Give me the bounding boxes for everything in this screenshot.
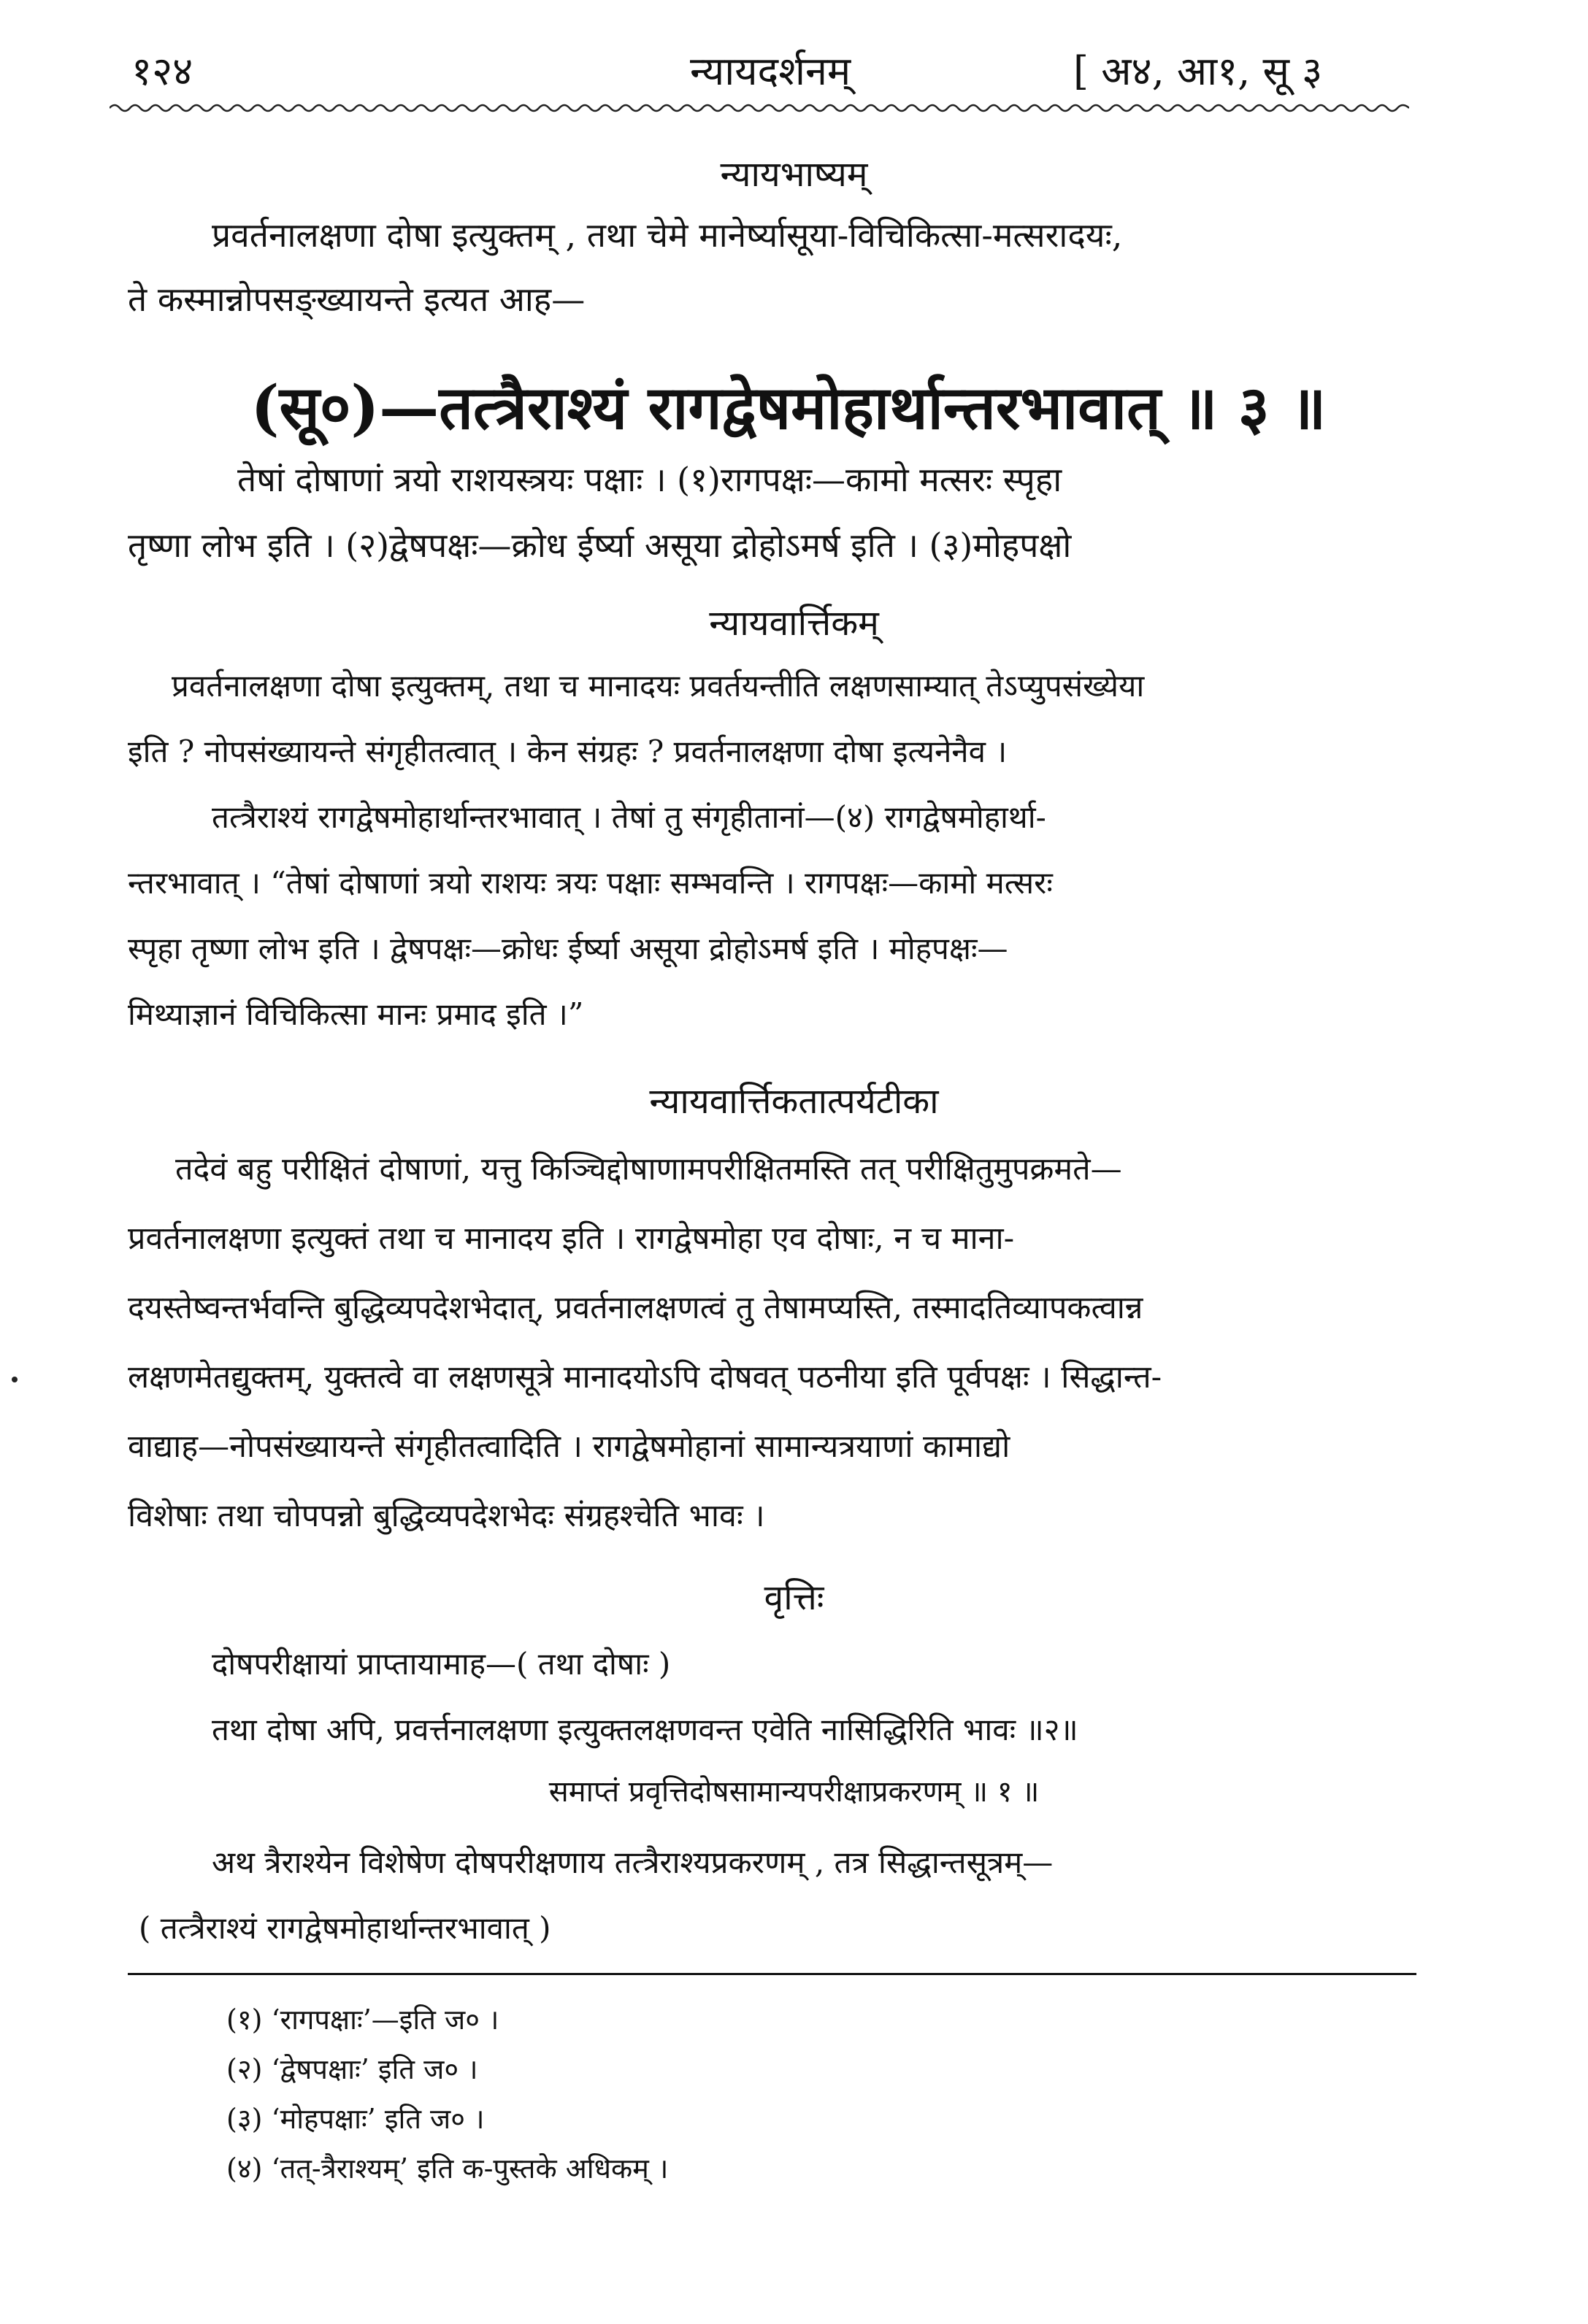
footnote: (३) ‘मोहपक्षाः’ इति ज० ।: [226, 2103, 485, 2135]
vartika-line: प्रवर्तनालक्षणा दोषा इत्युक्तम्, तथा च मानादयः प्रवर्तयन्तीति लक्षणसाम्यात् तेऽप्युपसंख्येया: [172, 668, 1145, 704]
bhashya-intro-line: प्रवर्तनालक्षणा दोषा इत्युक्तम् , तथा चेमे मानेर्ष्यासूया-विचिकित्सा-मत्सरादयः,: [212, 215, 1123, 255]
tika-line: प्रवर्तनालक्षणा इत्युक्तं तथा च मानादय इति । रागद्वेषमोहा एव दोषाः, न च माना-: [128, 1220, 1015, 1257]
vartika-line: तत्त्रैराश्यं रागद्वेषमोहार्थान्तरभावात् । तेषां तु संगृहीतानां—(४) रागद्वेषमोहार्था-: [212, 799, 1046, 835]
bhashya-intro-line: ते कस्मान्नोपसङ्ख्यायन्ते इत्यत आह—: [128, 280, 586, 319]
page-number: १२४: [131, 48, 193, 94]
vritti-line: तथा दोषा अपि, प्रवर्त्तनालक्षणा इत्युक्तलक्षणवन्त एवेति नासिद्धिरिति भावः ॥२॥: [212, 1712, 1078, 1747]
header-wavy-rule: [110, 101, 1409, 115]
footnote: (४) ‘तत्-त्रैराश्यम्’ इति क-पुस्तके अधिकम् ।: [226, 2152, 669, 2185]
vritti-colophon: समाप्तं प्रवृत्तिदोषसामान्यपरीक्षाप्रकरणम् ॥ १ ॥: [548, 1775, 1040, 1809]
bhashya-body-line: तेषां दोषाणां त्रयो राशयस्त्रयः पक्षाः । (१)रागपक्षः—कामो मत्सरः स्पृहा: [237, 460, 1062, 499]
tika-line: वाद्याह—नोपसंख्यायन्ते संगृहीतत्वादिति । रागद्वेषमोहानां सामान्यत्रयाणां कामाद्यो: [128, 1428, 1010, 1465]
vartika-line: स्पृहा तृष्णा लोभ इति । द्वेषपक्षः—क्रोधः ईर्ष्या असूया द्रोहोऽमर्ष इति । मोहपक्षः—: [128, 931, 1008, 966]
vartika-line: न्तरभावात् । “तेषां दोषाणां त्रयो राशयः त्रयः पक्षाः सम्भवन्ति । रागपक्षः—कामो मत्सरः: [128, 865, 1053, 901]
section-reference: [ अ४, आ१, सू ३: [1073, 48, 1323, 94]
vritti-line: ( तत्त्रैराश्यं रागद्वेषमोहार्थान्तरभावात् ): [139, 1910, 551, 1946]
tika-heading: न्यायवार्त्तिकतात्पर्यटीका: [649, 1081, 939, 1122]
footnote: (२) ‘द्वेषपक्षाः’ इति ज० ।: [226, 2053, 478, 2085]
vartika-line: इति ? नोपसंख्यायन्ते संगृहीतत्वात् । केन संग्रहः ? प्रवर्तनालक्षणा दोषा इत्यनेनैव ।: [128, 734, 1008, 769]
footnote-rule: [128, 1973, 1416, 1975]
running-title: न्यायदर्शनम्: [690, 48, 851, 94]
tika-line: दयस्तेष्वन्तर्भवन्ति बुद्धिव्यपदेशभेदात्, प्रवर्तनालक्षणत्वं तु तेषामप्यस्ति, तस्मादतिव्यापकत्वान्न: [128, 1290, 1143, 1326]
vritti-line: दोषपरीक्षायां प्राप्तायामाह—( तथा दोषाः ): [212, 1646, 671, 1682]
bhashya-heading: न्यायभाष्यम्: [720, 154, 868, 195]
vritti-line: अथ त्रैराश्येन विशेषेण दोषपरीक्षणाय तत्त्रैराश्यप्रकरणम् , तत्र सिद्धान्तसूत्रम्—: [212, 1844, 1054, 1880]
vartika-line: मिथ्याज्ञानं विचिकित्सा मानः प्रमाद इति ।”: [128, 996, 584, 1032]
footnote: (१) ‘रागपक्षाः’—इति ज० ।: [226, 2004, 499, 2036]
sutra-heading: (सू०)—तत्त्रैराश्यं रागद्वेषमोहार्थान्तरभावात् ॥ ३ ॥: [250, 373, 1327, 443]
vritti-heading: वृत्तिः: [764, 1577, 824, 1618]
tika-line: तदेवं बहु परीक्षितं दोषाणां, यत्तु किञ्चिद्दोषाणामपरीक्षितमस्ति तत् परीक्षितुमुपक्रमते—: [175, 1151, 1122, 1188]
tika-line: लक्षणमेतद्युक्तम्, युक्तत्वे वा लक्षणसूत्रे मानादयोऽपि दोषवत् पठनीया इति पूर्वपक्षः । सिद्धान्त-: [128, 1359, 1162, 1396]
stray-dot: [12, 1377, 18, 1382]
tika-line: विशेषाः तथा चोपपन्नो बुद्धिव्यपदेशभेदः संग्रहश्चेति भावः ।: [128, 1498, 765, 1534]
vartika-heading: न्यायवार्त्तिकम्: [709, 603, 879, 644]
bhashya-body-line: तृष्णा लोभ इति । (२)द्वेषपक्षः—क्रोध ईर्ष्या असूया द्रोहोऽमर्ष इति । (३)मोहपक्षो: [128, 526, 1072, 565]
